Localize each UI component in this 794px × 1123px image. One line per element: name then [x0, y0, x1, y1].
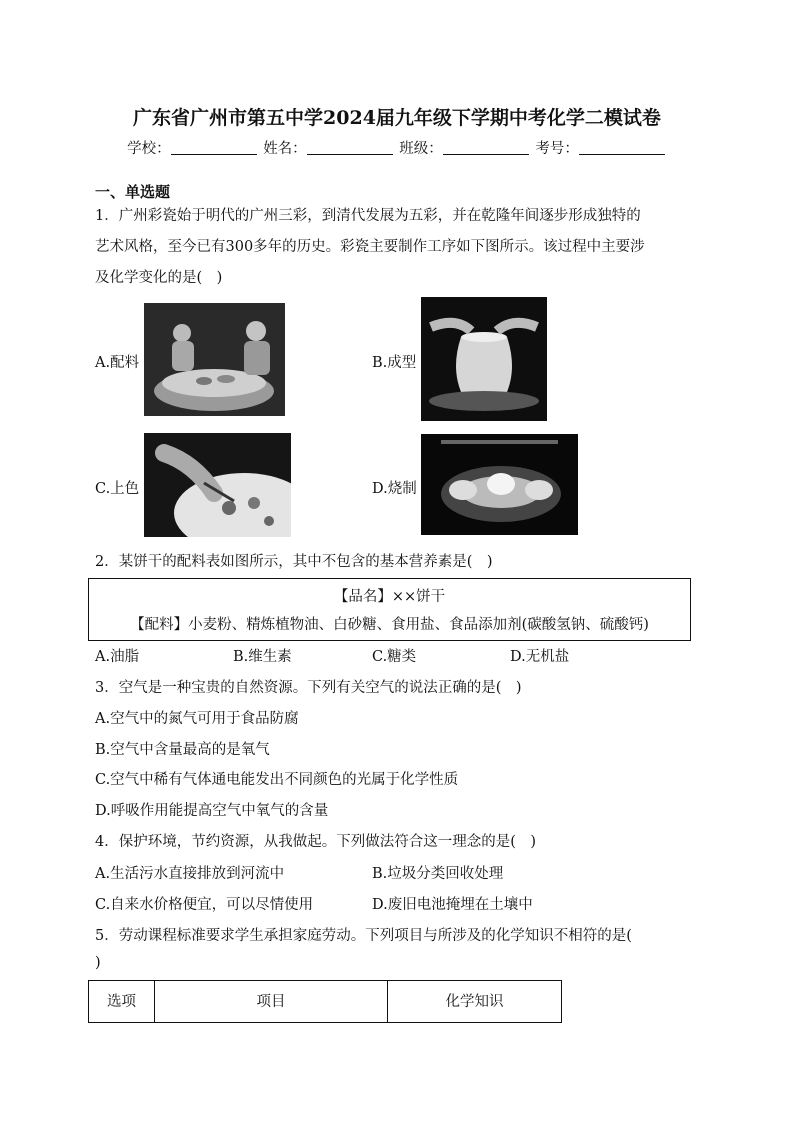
q4-option-c: C.自来水价格便宜，可以尽情使用 [95, 897, 314, 913]
table-header-option: 选项 [89, 981, 155, 1023]
q2-stem: 2．某饼干的配料表如图所示，其中不包含的基本营养素是( ) [95, 554, 493, 570]
kiln-firing-photo [421, 434, 578, 535]
name-blank[interactable] [307, 140, 393, 155]
number-blank[interactable] [579, 140, 665, 155]
q1-option-d-label: D.烧制 [372, 481, 417, 497]
ingredient-mixing-photo [144, 303, 285, 416]
ingredient-list-box [88, 578, 691, 641]
q1-option-b-label: B.成型 [372, 355, 417, 371]
q2-option-d: D.无机盐 [510, 649, 570, 665]
q5-line1: 5．劳动课程标准要求学生承担家庭劳动。下列项目与所涉及的化学知识不相符的是( [95, 928, 632, 944]
q1-line2: 艺术风格，至今已有300多年的历史。彩瓷主要制作工序如下图所示。该过程中主要涉 [95, 239, 645, 255]
q4-option-a: A.生活污水直接排放到河流中 [95, 866, 285, 882]
class-label: 班级： [399, 141, 443, 157]
class-blank[interactable] [443, 140, 529, 155]
school-blank[interactable] [171, 140, 257, 155]
ingredient-mixing-image [144, 303, 285, 416]
product-name-line: 【品名】××饼干 [333, 589, 446, 605]
ingredients-line: 【配料】小麦粉、精炼植物油、白砂糖、食用盐、食品添加剂(碳酸氢钠、硫酸钙) [130, 617, 649, 633]
table-header-knowledge: 化学知识 [388, 981, 562, 1023]
q4-stem: 4．保护环境，节约资源，从我做起。下列做法符合这一理念的是( ) [95, 834, 537, 850]
q2-option-a: A.油脂 [95, 649, 140, 665]
q1-line1: 1．广州彩瓷始于明代的广州三彩，到清代发展为五彩，并在乾隆年间逐步形成独特的 [95, 208, 641, 224]
pottery-shaping-photo [421, 297, 547, 421]
section-heading: 一、单选题 [95, 183, 171, 201]
table-header-item: 项目 [155, 981, 388, 1023]
q5-line2: ) [95, 955, 101, 971]
q4-option-b: B.垃圾分类回收处理 [372, 866, 504, 882]
q3-option-b: B.空气中含量最高的是氧气 [95, 742, 270, 758]
q1-option-a-label: A.配料 [95, 355, 140, 371]
table-row [89, 981, 562, 1023]
q3-option-d: D.呼吸作用能提高空气中氧气的含量 [95, 803, 329, 819]
student-info-line [0, 137, 794, 158]
q2-option-c: C.糖类 [372, 649, 417, 665]
page-title: 广东省广州市第五中学2024届九年级下学期中考化学二模试卷 [133, 107, 661, 129]
number-label: 考号： [535, 141, 579, 157]
q2-option-b: B.维生素 [233, 649, 292, 665]
q1-line3: 及化学变化的是( ) [95, 270, 223, 286]
q5-table [88, 980, 562, 1023]
painting-color-photo [144, 433, 291, 537]
q3-stem: 3．空气是一种宝贵的自然资源。下列有关空气的说法正确的是( ) [95, 680, 522, 696]
q3-option-c: C.空气中稀有气体通电能发出不同颜色的光属于化学性质 [95, 772, 459, 788]
q3-option-a: A.空气中的氮气可用于食品防腐 [95, 711, 299, 727]
q1-option-c-label: C.上色 [95, 481, 140, 497]
pottery-shaping-image [421, 297, 547, 421]
q4-option-d: D.废旧电池掩埋在土壤中 [372, 897, 533, 913]
kiln-firing-image [421, 434, 578, 535]
painting-color-image [144, 433, 291, 537]
school-label: 学校： [127, 141, 171, 157]
name-label: 姓名： [263, 141, 307, 157]
